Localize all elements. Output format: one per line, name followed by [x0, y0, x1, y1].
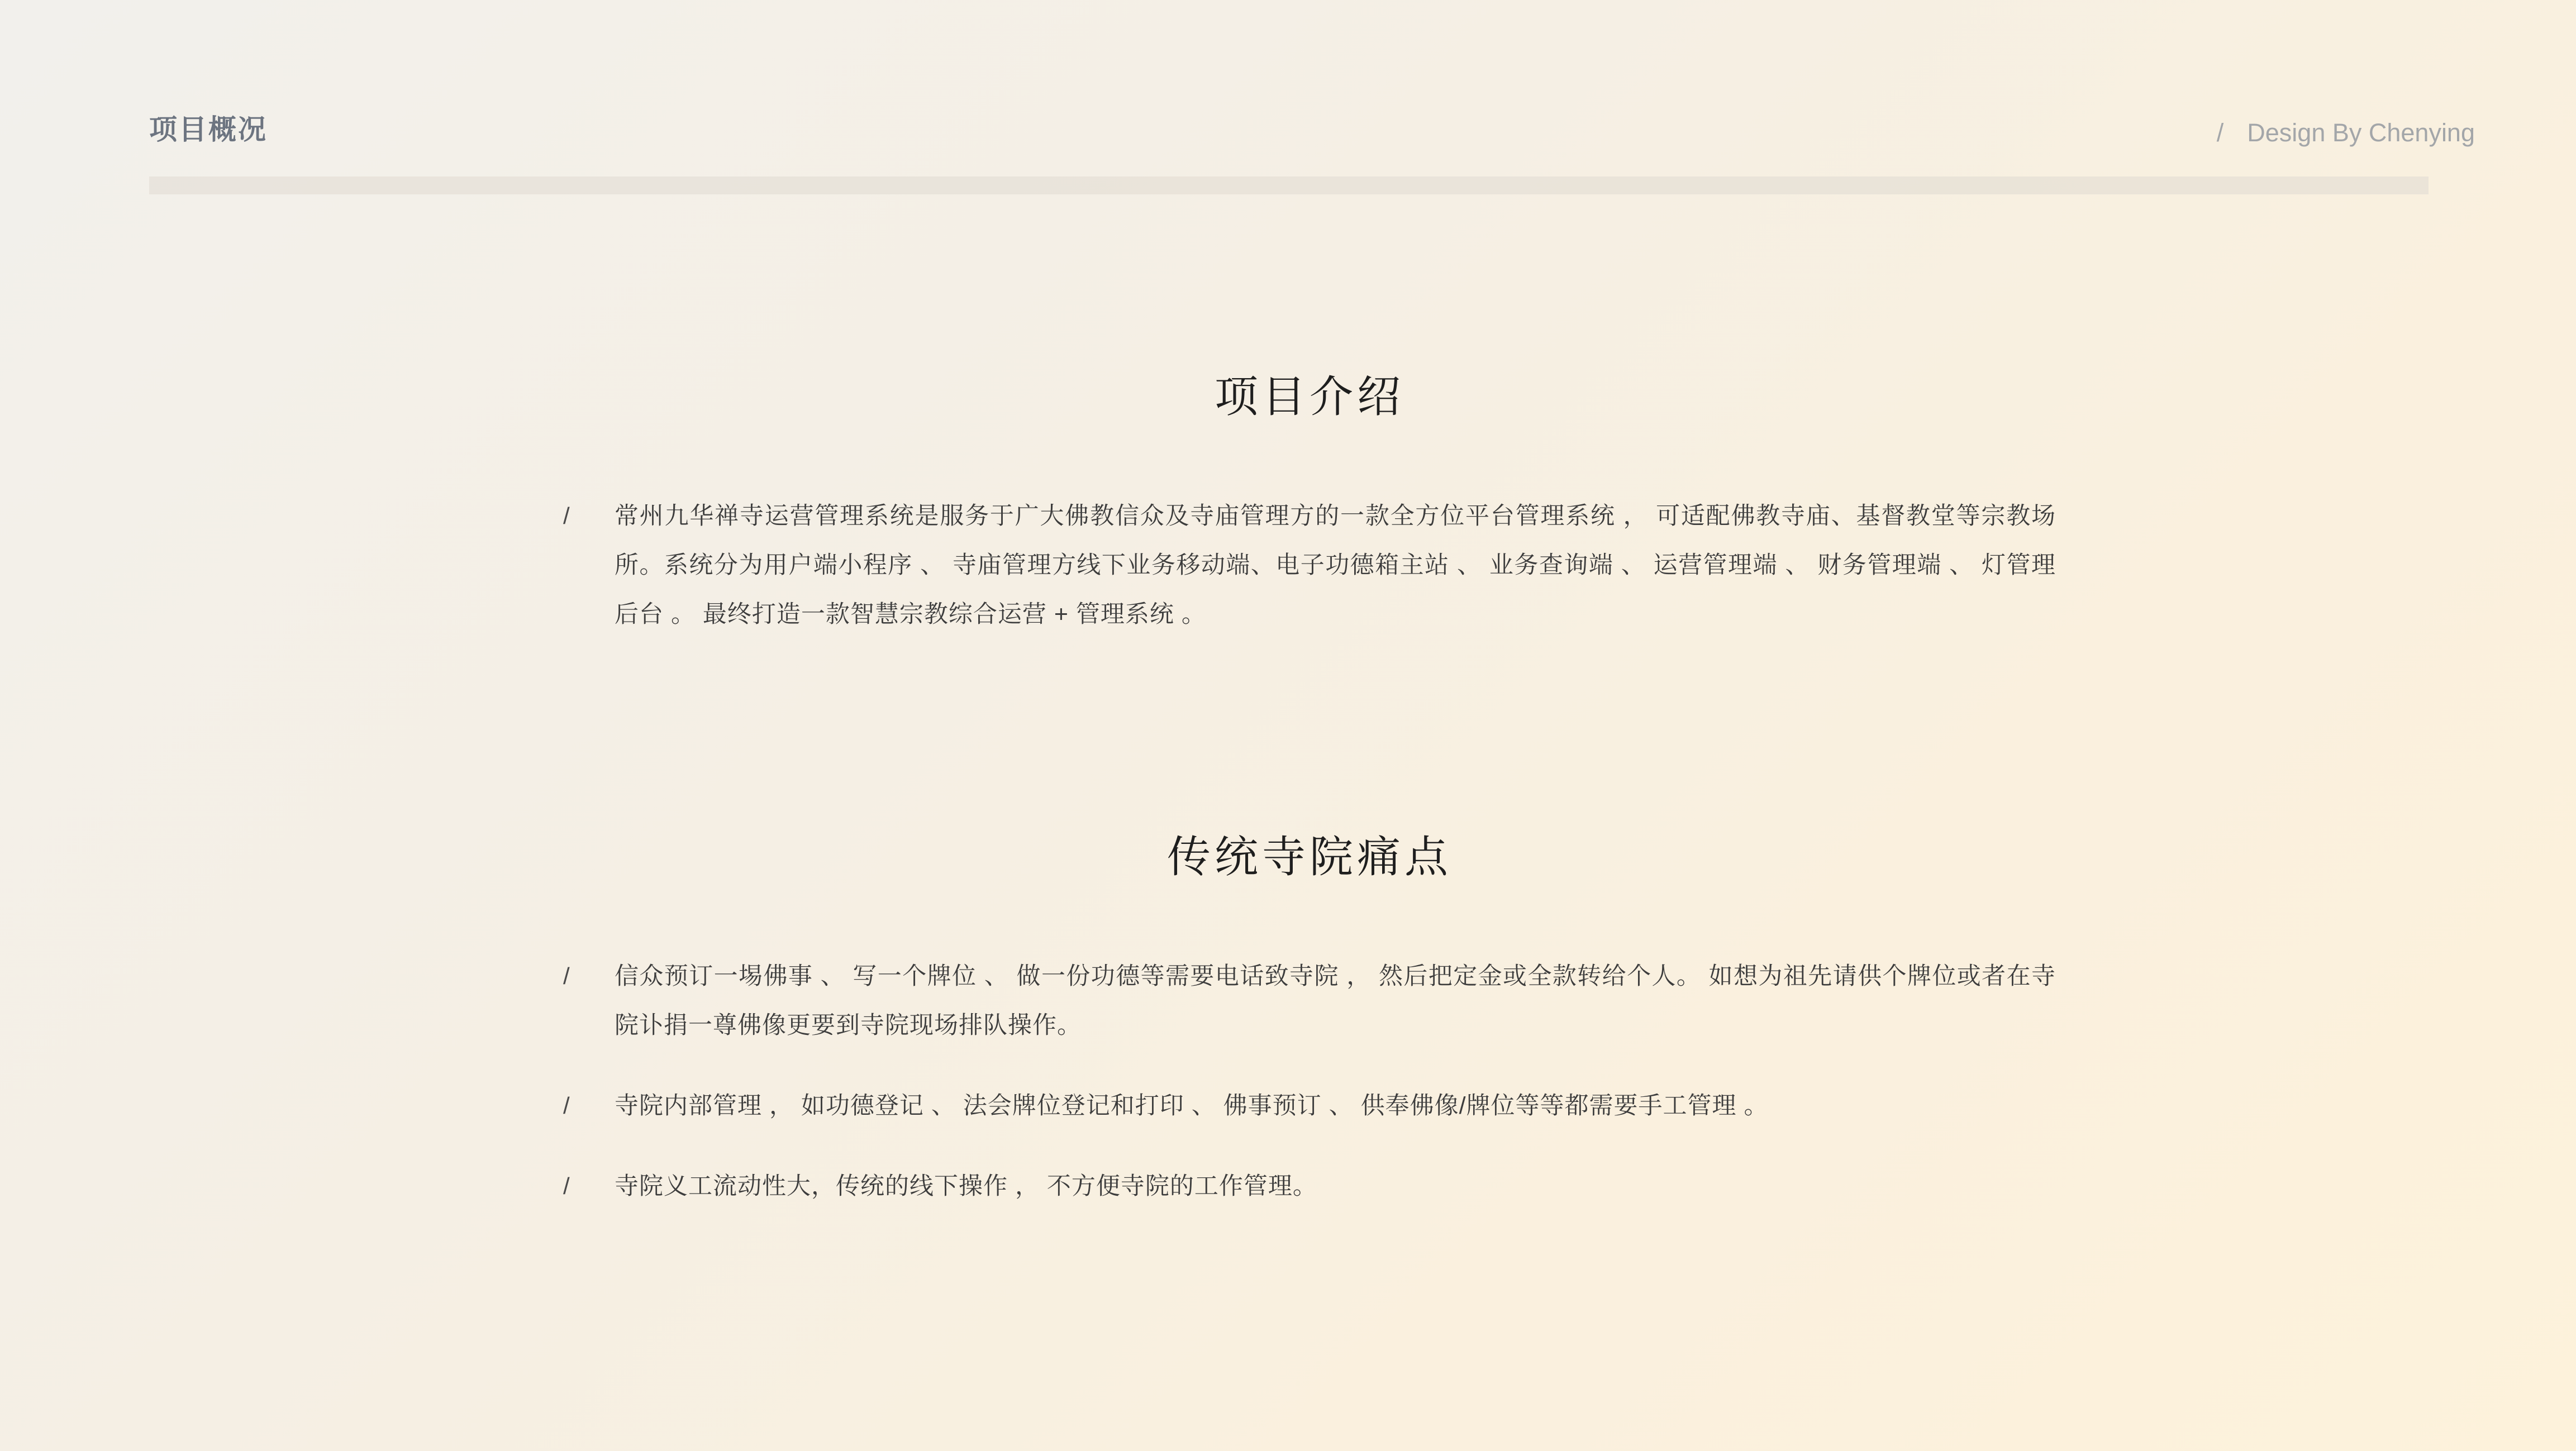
section-title-project-intro: 项目介绍	[1214, 372, 1404, 421]
byline	[2217, 118, 2475, 147]
section-title-pain-points: 传统寺院痛点	[1166, 832, 1452, 881]
list-item	[563, 1081, 2056, 1130]
slash-bullet-marker: /	[563, 963, 570, 989]
list-item	[563, 952, 2056, 1050]
page-title: 项目概况	[149, 114, 268, 145]
content-column	[563, 362, 2056, 1211]
header-divider	[149, 176, 2429, 194]
item-text: 信众预订一埸佛事 、 写一个牌位 、 做一份功德等需要电话致寺院 ， 然后把定金或全款转给个人。 如想为祖先请供个牌位或者在寺院讣捐一尊佛像更要到寺院现场排队操作。	[615, 963, 2056, 1039]
item-text: 常州九华禅寺运营管理系统是服务于广大佛教信众及寺庙管理方的一款全方位平台管理系统 ， 可适配佛教寺庙、基督教堂等宗教场所。系统分为用户端小程序 、 寺庙管理方线下业务移动端、电子功德箱主站 、 业务查询端 、 运营管理端 、 财务管理端 、 灯管理后台 。 最终打造一款智慧宗教综合运营 + 管理系统 。	[615, 503, 2056, 628]
list-item	[563, 491, 2056, 639]
page-header	[0, 0, 2576, 147]
slash-bullet-marker: /	[563, 1092, 570, 1119]
item-text: 寺院义工流动性大，传统的线下操作 ， 不方便寺院的工作管理。	[615, 1173, 1317, 1200]
slash-bullet-marker: /	[563, 1173, 570, 1199]
section-items-project-intro	[563, 491, 2056, 639]
byline-slash: /	[2216, 118, 2224, 147]
list-item	[563, 1162, 2056, 1211]
byline-text: Design By Chenying	[2247, 118, 2475, 147]
slash-bullet-marker: /	[563, 503, 570, 529]
section-items-pain-points	[563, 952, 2056, 1211]
item-text: 寺院内部管理 ， 如功德登记 、 法会牌位登记和打印 、 佛事预订 、 供奉佛像/牌位等等都需要手工管理 。	[615, 1092, 1769, 1119]
